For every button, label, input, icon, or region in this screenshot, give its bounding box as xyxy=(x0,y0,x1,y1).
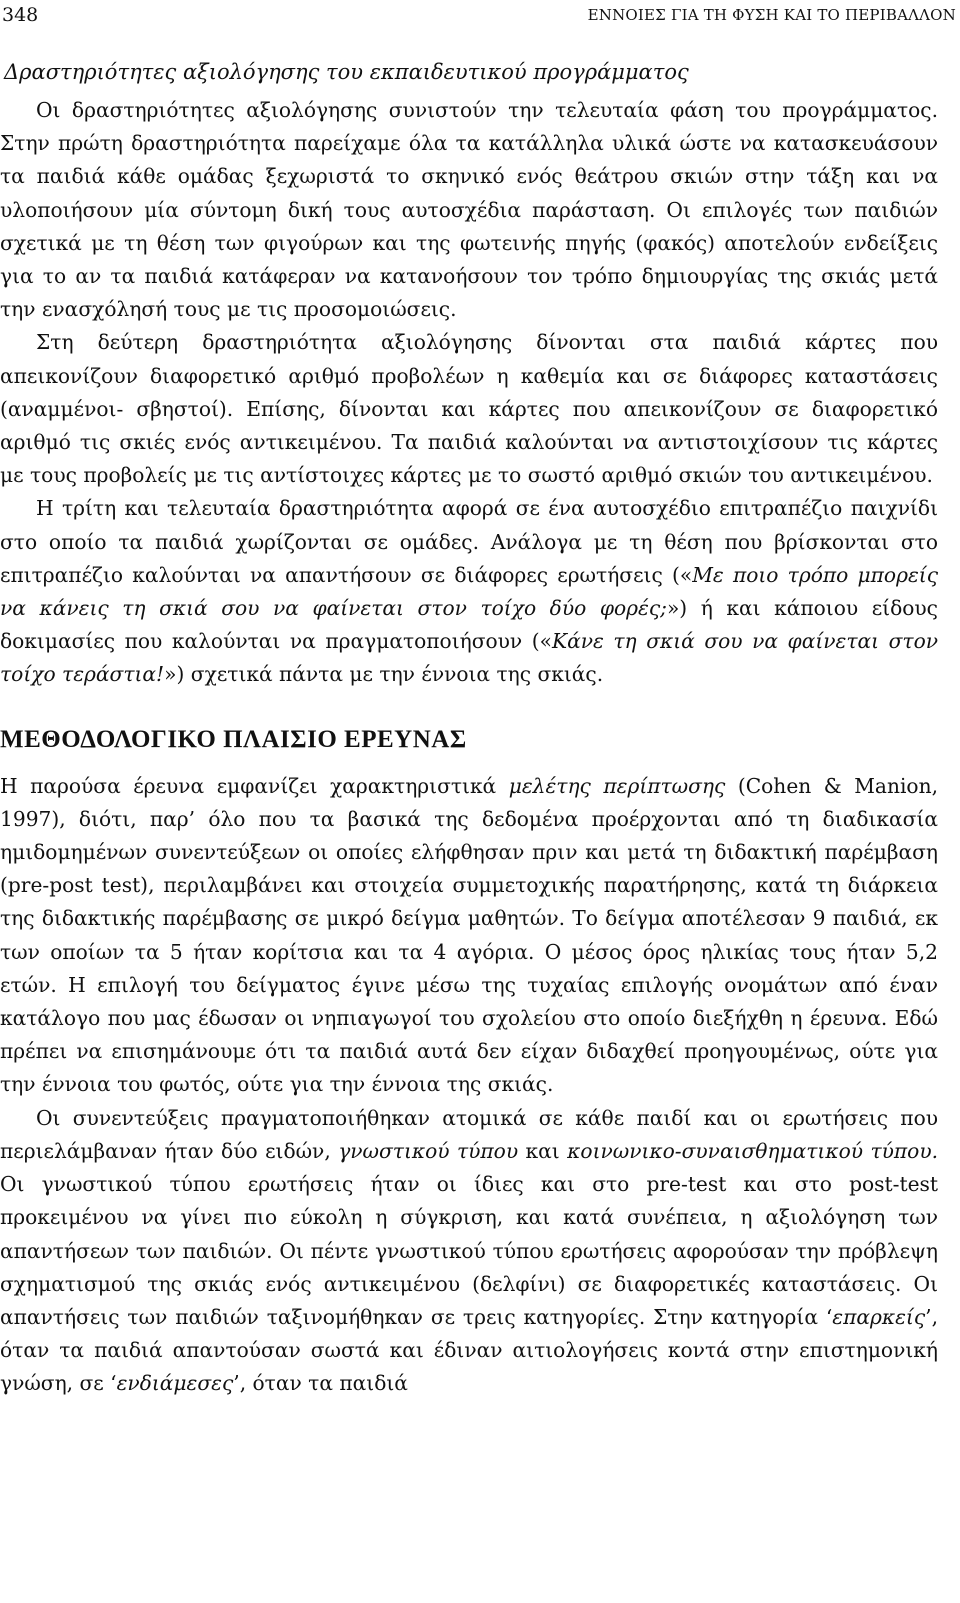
evaluation-paragraph-1: Οι δραστηριότητες αξιολόγησης συνιστούν την τελευταία φάση του προγράμματος. Στην πρώτη δραστηριότητα παρείχαμε όλα τα κατάλληλα υλικά ώστε να κατασκευάσουν τα παιδιά κάθε ομάδας ξεχωριστά το σκηνικό ενός θεάτρου σκιών στην τάξη και να υλοποιήσουν μία σύντομη δική τους αυτοσχέδια παράσταση. Οι επιλογές των παιδιών σχετικά με τη θέση των φιγούρων και της φωτεινής πηγής (φακός) αποτελούν ενδείξεις για το αν τα παιδιά κατάφεραν να κατανοήσουν τον τρόπο δημιουργίας της σκιάς μετά την ενασχόλησή τους με τις προσομοιώσεις. xyxy=(0,98,938,322)
page-number: 348 xyxy=(2,4,39,26)
emphasis-socioemotional-type: κοινωνικο-συναισθηματικού τύπου. xyxy=(567,1138,939,1163)
section-title: ΜΕΘΟΔΟΛΟΓΙΚΟ ΠΛΑΙΣΙΟ ΕΡΕΥΝΑΣ xyxy=(0,725,467,753)
quoted-question: Με ποιο τρόπο μπορείς να κάνεις τη σκιά σου να φαίνεται στον τοίχο δύο φορές; xyxy=(0,562,938,621)
text-run: (Cohen & Manion, 1997), διότι, παρ’ όλο που τα βασικά της δεδομένα προέρχονται από τη διαδικασία ημιδομημένων συνεντεύξεων οι οποίες ελήφθησαν πριν και μετά τη διδακτική παρέμβαση (pre-post test), περιλαμβάνει και στοιχεία συμμετοχικής παρατήρησης, κατά τη διάρκεια της διδακτικής παρέμβασης σε μικρό δείγμα μαθητών. Το δείγμα αποτέλεσαν 9 παιδιά, εκ των οποίων τα 5 ήταν κορίτσια και τα 4 αγόρια. Ο μέσος όρος ηλικίας τους ήταν 5,2 ετών. Η επιλογή του δείγματος έγινε μέσω της τυχαίας επιλογής ονομάτων από έναν κατάλογο που μας έδωσαν οι νηπιαγωγοί του σχολείου στο οποίο διεξήχθη η έρευνα. Εδώ πρέπει να επισημάνουμε ότι τα παιδιά αυτά δεν είχαν διδαχθεί προηγουμένως, ούτε για την έννοια του φωτός, ούτε για την έννοια της σκιάς. xyxy=(0,773,938,1097)
emphasis-cognitive-type: γνωστικού τύπου xyxy=(338,1138,519,1163)
methodology-paragraph-2 xyxy=(0,1102,938,1401)
text-run: Οι συνεντεύξεις πραγματοποιήθηκαν ατομικά σε κάθε παιδί και οι ερωτήσεις που περιελάμβαναν ήταν δύο ειδών, xyxy=(0,1105,938,1163)
text-run: ») ή και κάποιου είδους δοκιμασίες που καλούνται να πραγματοποιήσουν (« xyxy=(0,596,938,654)
text-run: Η παρούσα έρευνα εμφανίζει χαρακτηριστικά xyxy=(0,773,509,798)
emphasis-case-study: μελέτης περίπτωσης xyxy=(508,773,726,798)
text-run: ») σχετικά πάντα με την έννοια της σκιάς. xyxy=(164,662,604,687)
evaluation-paragraph-3 xyxy=(0,492,938,691)
evaluation-heading: Δραστηριότητες αξιολόγησης του εκπαιδευτικού προγράμματος xyxy=(4,60,689,84)
running-head-title: ΕΝΝΟΙΕΣ ΓΙΑ ΤΗ ΦΥΣΗ ΚΑΙ ΤΟ ΠΕΡΙΒΑΛΛΟΝ xyxy=(587,6,956,24)
running-head xyxy=(0,2,960,28)
text-run: Οι γνωστικού τύπου ερωτήσεις ήταν οι ίδιες και στο pre-test και στο post-test προκειμένου να γίνει πιο εύκολη η σύγκριση, και κατά συνέπεια, η αξιολόγηση των απαντήσεων των παιδιών. Οι πέντε γνωστικού τύπου ερωτήσεις αφορούσαν την πρόβλεψη σχηματισμού της σκιάς ενός αντικειμένου (δελφίνι) σε διαφορετικές καταστάσεις. Οι απαντήσεις των παιδιών ταξινομήθηκαν σε τρεις κατηγορίες. Στην κατηγορία ‘ xyxy=(0,1172,938,1329)
emphasis-intermediate: ενδιάμεσες xyxy=(116,1371,234,1396)
quoted-task: Κάνε τη σκιά σου να φαίνεται στον τοίχο τεράστια! xyxy=(0,629,939,687)
evaluation-paragraph-2: Στη δεύτερη δραστηριότητα αξιολόγησης δίνονται στα παιδιά κάρτες που απεικονίζουν διαφορετικό αριθμό προβολέων η καθεμία και σε διάφορες καταστάσεις (αναμμένοι- σβηστοί). Επίσης, δίνονται και κάρτες που απεικονίζουν σε διαφορετικό αριθμό τις σκιές ενός αντικειμένου. Τα παιδιά καλούνται να αντιστοιχίσουν τις κάρτες με τους προβολείς με τις αντίστοιχες κάρτες με το σωστό αριθμό σκιών του αντικειμένου. xyxy=(0,330,938,488)
emphasis-adequate: επαρκείς xyxy=(832,1304,926,1329)
text-run: και xyxy=(518,1138,568,1163)
methodology-paragraph-1 xyxy=(0,770,938,1102)
text-run: ’, όταν τα παιδιά απαντούσαν σωστά και έδιναν αιτιολογήσεις κοντά στην επιστημονική γνώση, σε ‘ xyxy=(0,1304,938,1396)
text-run: Η τρίτη και τελευταία δραστηριότητα αφορά σε ένα αυτοσχέδιο επιτραπέζιο παιχνίδι στο οποίο τα παιδιά χωρίζονται σε ομάδες. Ανάλογα με τη θέση που βρίσκονται στο επιτραπέζιο καλούνται να απαντήσουν σε διάφορες ερωτήσεις (« xyxy=(0,496,938,587)
text-run: ’, όταν τα παιδιά xyxy=(233,1371,408,1396)
main-text xyxy=(0,54,938,1401)
